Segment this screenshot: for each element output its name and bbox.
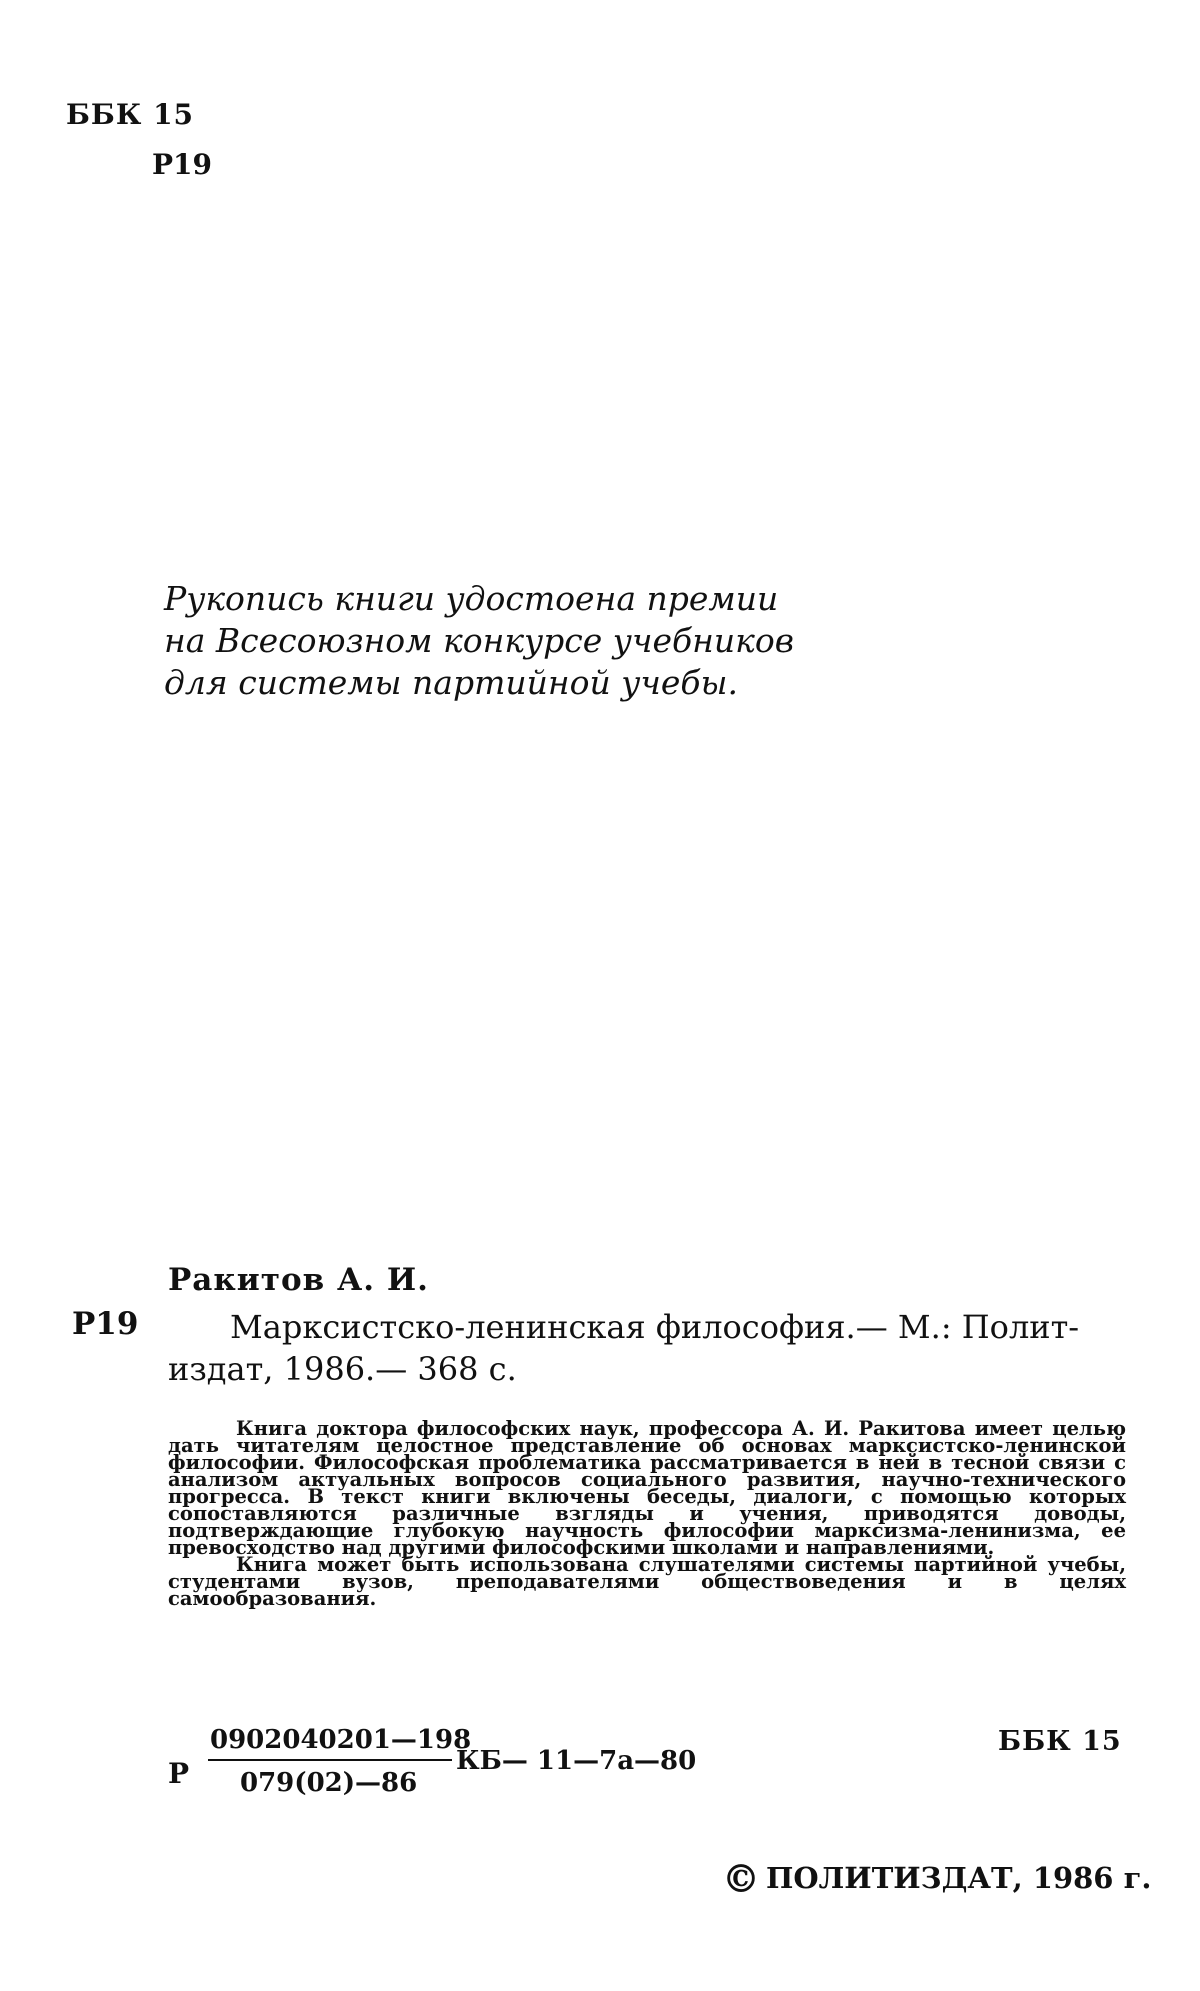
copyright-text: ПОЛИТИЗДАТ, 1986 г. [766,1861,1152,1895]
formula-tail: КБ— 11—7а—80 [456,1746,697,1776]
author-mark-top: Р19 [152,148,213,181]
formula-fraction-bar [208,1759,452,1761]
annotation [168,1417,1126,1610]
book-title-line: Марксистско-ленинская философия.— М.: Полит- [230,1308,1080,1346]
award-note-line: Рукопись книги удостоена премии [164,579,779,618]
award-note [164,578,794,704]
bbk-classification-top: ББК 15 [66,98,195,131]
annotation-paragraph: Книга может быть использована слушателями системы партийной учебы, студентами вузов, преподавателями обществоведения и в целях самообразования. [168,1553,1126,1610]
formula-numerator: 0902040201—198 [210,1725,472,1755]
author-mark-record: Р19 [72,1306,139,1342]
book-imprint-line: издат, 1986.— 368 с. [168,1350,517,1388]
copyright-icon: © [722,1856,760,1901]
formula-letter: Р [168,1757,190,1790]
author-name: Ракитов А. И. [168,1262,429,1298]
bbk-classification-bottom: ББК 15 [998,1726,1122,1757]
copyright-line [722,1856,1151,1901]
award-note-line: на Всесоюзном конкурсе учебников [164,621,794,660]
annotation-paragraph: Книга доктора философских наук, профессора А. И. Ракитова имеет целью дать читателям целостное представление об основах марксистско-ленинской философии. Философская проблематика рассматривается в ней в тесной связи с анализом актуальных вопросов социального развития, научно-технического прогресса. В текст книги включены беседы, диалоги, с помощью которых сопоставляются различные взгляды и учения, приводятся доводы, подтверждающие глубокую научность философии марксизма-ленинизма, ее превосходство над другими философскими школами и направлениями. [168,1417,1126,1559]
formula-denominator: 079(02)—86 [240,1768,418,1798]
award-note-line: для системы партийной учебы. [164,663,738,702]
